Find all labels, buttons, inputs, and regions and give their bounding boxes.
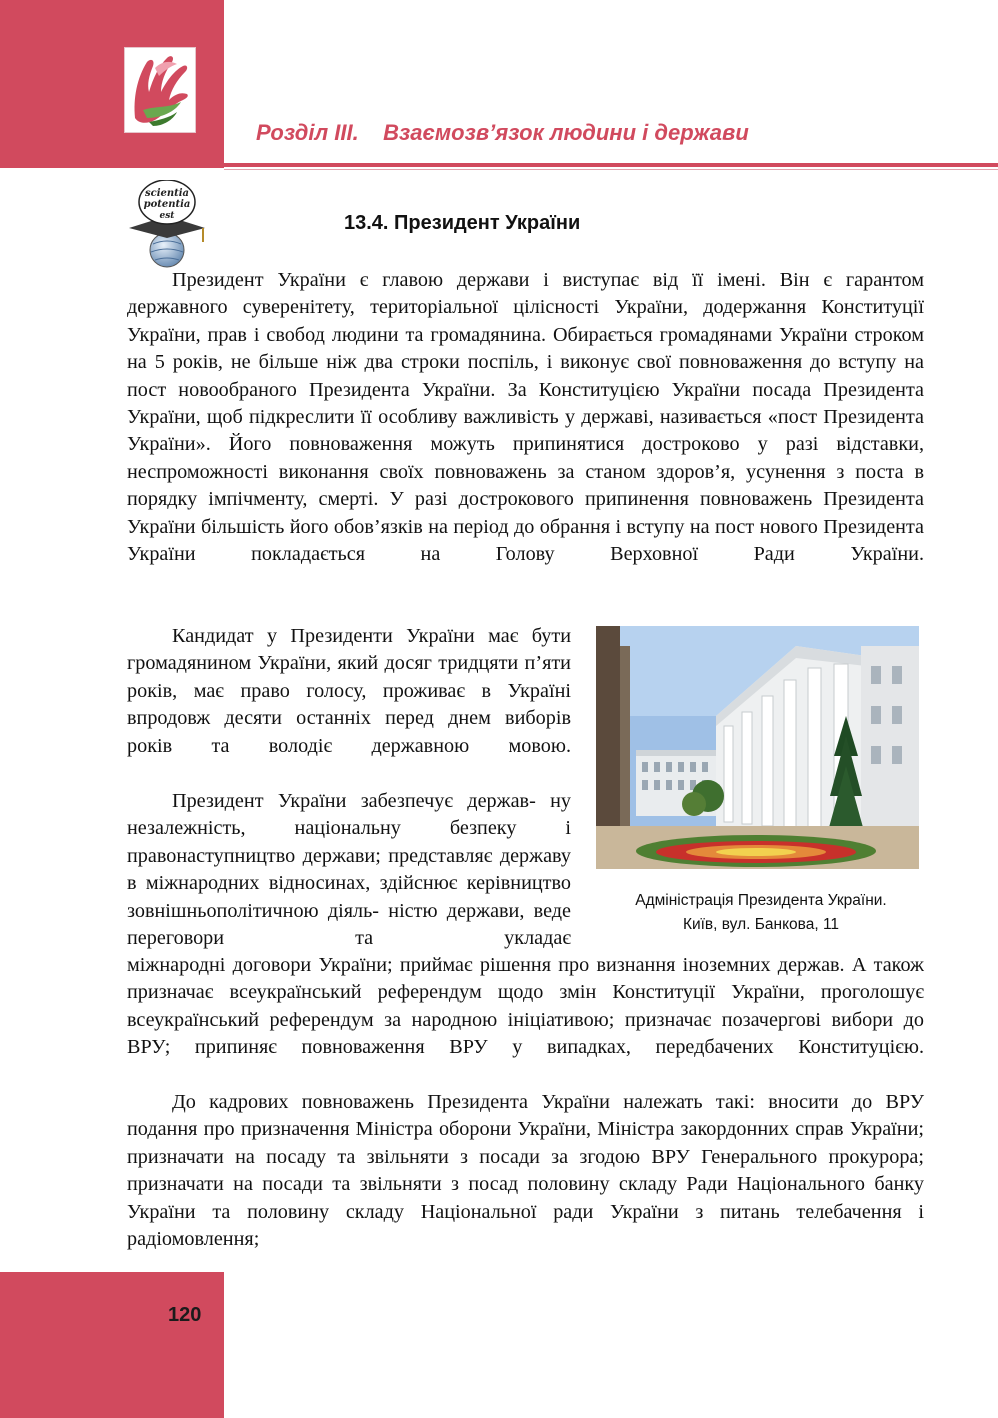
presidential-administration-photo — [596, 626, 919, 869]
chapter-number: Розділ ІІІ. — [256, 120, 359, 145]
footer-color-band — [0, 1272, 224, 1418]
photo-caption-line-2: Київ, вул. Банкова, 11 — [682, 916, 840, 933]
emblem-text-2: potentia — [143, 199, 191, 210]
paragraph-3-continued: міжнародні договори України; приймає рішення про визнання іноземних держав. А також призначає всеукраїнський референдум щодо змін Конституції України, проголошує всеукраїнський референдум за народною ініціативою; призначає позачергові вибори до ВРУ; припиняє повноваження ВРУ у випадках, передбачених Конституцією. — [127, 954, 924, 1059]
hands-dove-logo-icon — [125, 48, 195, 132]
publisher-logo — [124, 47, 196, 133]
paragraph-2: Кандидат у Президенти України має бути громадянином України, який досяг тридцяти п’яти років, має право голосу, проживає в Україні впродовж десяти останніх перед днем виборів років та володіє державною мовою. — [127, 625, 571, 757]
photo-caption — [596, 889, 926, 937]
header-rule-thin — [224, 169, 998, 170]
paragraph-4: До кадрових повноважень Президента України належать такі: вносити до ВРУ подання про призначення Міністра оборони України, Міністра закордонних справ України; призначати на посаду та звільняти з посади за згодою ВРУ Генерального прокурора; призначати на посади та звільняти з посад половину складу Ради Національного банку України та половину складу Національної ради України з питань телебачення і радіомовлення; — [127, 1091, 924, 1251]
header-rule — [224, 163, 998, 167]
chapter-name: Взаємозв’язок людини і держави — [383, 120, 749, 145]
page-number: 120 — [168, 1304, 202, 1326]
scientia-emblem-icon — [127, 180, 207, 270]
paragraph-3: Президент України забезпечує держав- ну незалежність, національну безпеку і правонаступництво держави; представляє державу в міжнародних відносинах, здійснює керівництво зовнішньополітичною діяль- ністю держави, веде переговори та укладає — [127, 790, 571, 950]
chapter-heading — [256, 120, 749, 146]
emblem-text-1: scientia — [144, 188, 190, 199]
section-title: 13.4. Президент України — [344, 212, 581, 234]
paragraph-1: Президент України є главою держави і виступає від її імені. Він є гарантом державного суверенітету, територіальної цілісності України, додержання Конституції України, прав і свобод людини та громадянина. Обирається громадянами України строком на 5 років, не більше ніж два строки поспіль, і виконує свої повноваження до вступу на пост новообраного Президента України. За Конституцією України посада Президента України, щоб підкреслити її особливу важливість у державі, називається «пост Президента України». Його повноваження можуть припинятися достроково у разі відставки, неспроможності виконання своїх повноважень за станом здоров’я, усунення з поста в порядку імпічменту, смерті. У разі дострокового припинення повноважень Президента України більшість його обов’язків на період до обрання і вступу на пост нового Президента України покладається на Голову Верховної Ради України. — [127, 269, 924, 566]
photo-caption-line-1: Адміністрація Президента України. — [635, 892, 887, 909]
emblem-text-3: est — [159, 211, 175, 221]
